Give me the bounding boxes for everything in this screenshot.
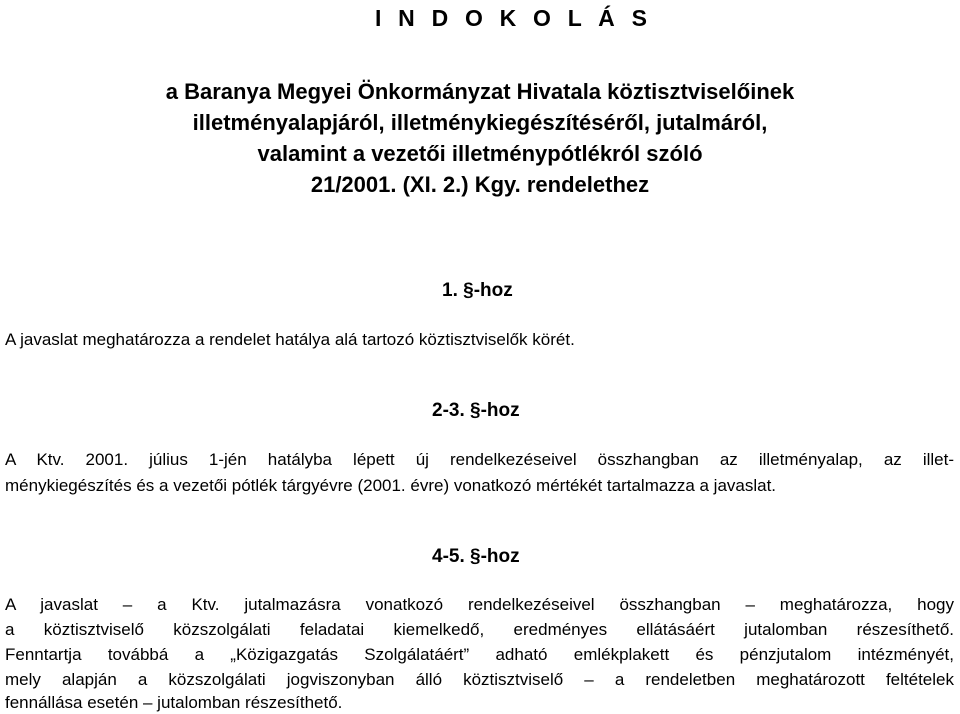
paragraph-line: A javaslat meghatározza a rendelet hatálya alá tartozó köztisztviselők körét. (5, 330, 575, 349)
paragraph-line: fennállása esetén – jutalomban részesíthető. (5, 693, 343, 712)
paragraph-line: a köztisztviselő közszolgálati feladatai kiemelkedő, eredményes ellátásáért jutalomban részesíthető. (5, 620, 954, 639)
subtitle-line: illetményalapjáról, illetménykiegészítéséről, jutalmáról, (192, 110, 768, 135)
subtitle-line: 21/2001. (XI. 2.) Kgy. rendelethez (310, 172, 650, 197)
paragraph-line: Fenntartja továbbá a „Közigazgatás Szolgálatáért” adható emlékplakett és pénzjutalom intézményét, (5, 645, 954, 664)
section-heading: 1. §-hoz (442, 280, 513, 301)
section-heading: 2-3. §-hoz (432, 400, 520, 421)
subtitle-line: a Baranya Megyei Önkormányzat Hivatala köztisztviselőinek (165, 79, 795, 104)
document-heading: I N D O K O L Á S (375, 5, 653, 31)
paragraph-line: mely alapján a közszolgálati jogviszonyban álló köztisztviselő – a rendeletben meghatározott feltételek (5, 670, 954, 689)
paragraph-line: ménykiegészítés és a vezetői pótlék tárgyévre (2001. évre) vonatkozó mértékét tartalmazza a javaslat. (5, 476, 777, 495)
paragraph-line: A javaslat – a Ktv. jutalmazásra vonatkozó rendelkezéseivel összhangban – meghatározza, hogy (5, 595, 954, 614)
paragraph-line: A Ktv. 2001. július 1-jén hatályba lépett új rendelkezéseivel összhangban az illetményalap, az illet- (5, 450, 954, 469)
subtitle-line: valamint a vezetői illetménypótlékról szóló (257, 141, 703, 166)
section-heading: 4-5. §-hoz (432, 546, 520, 567)
